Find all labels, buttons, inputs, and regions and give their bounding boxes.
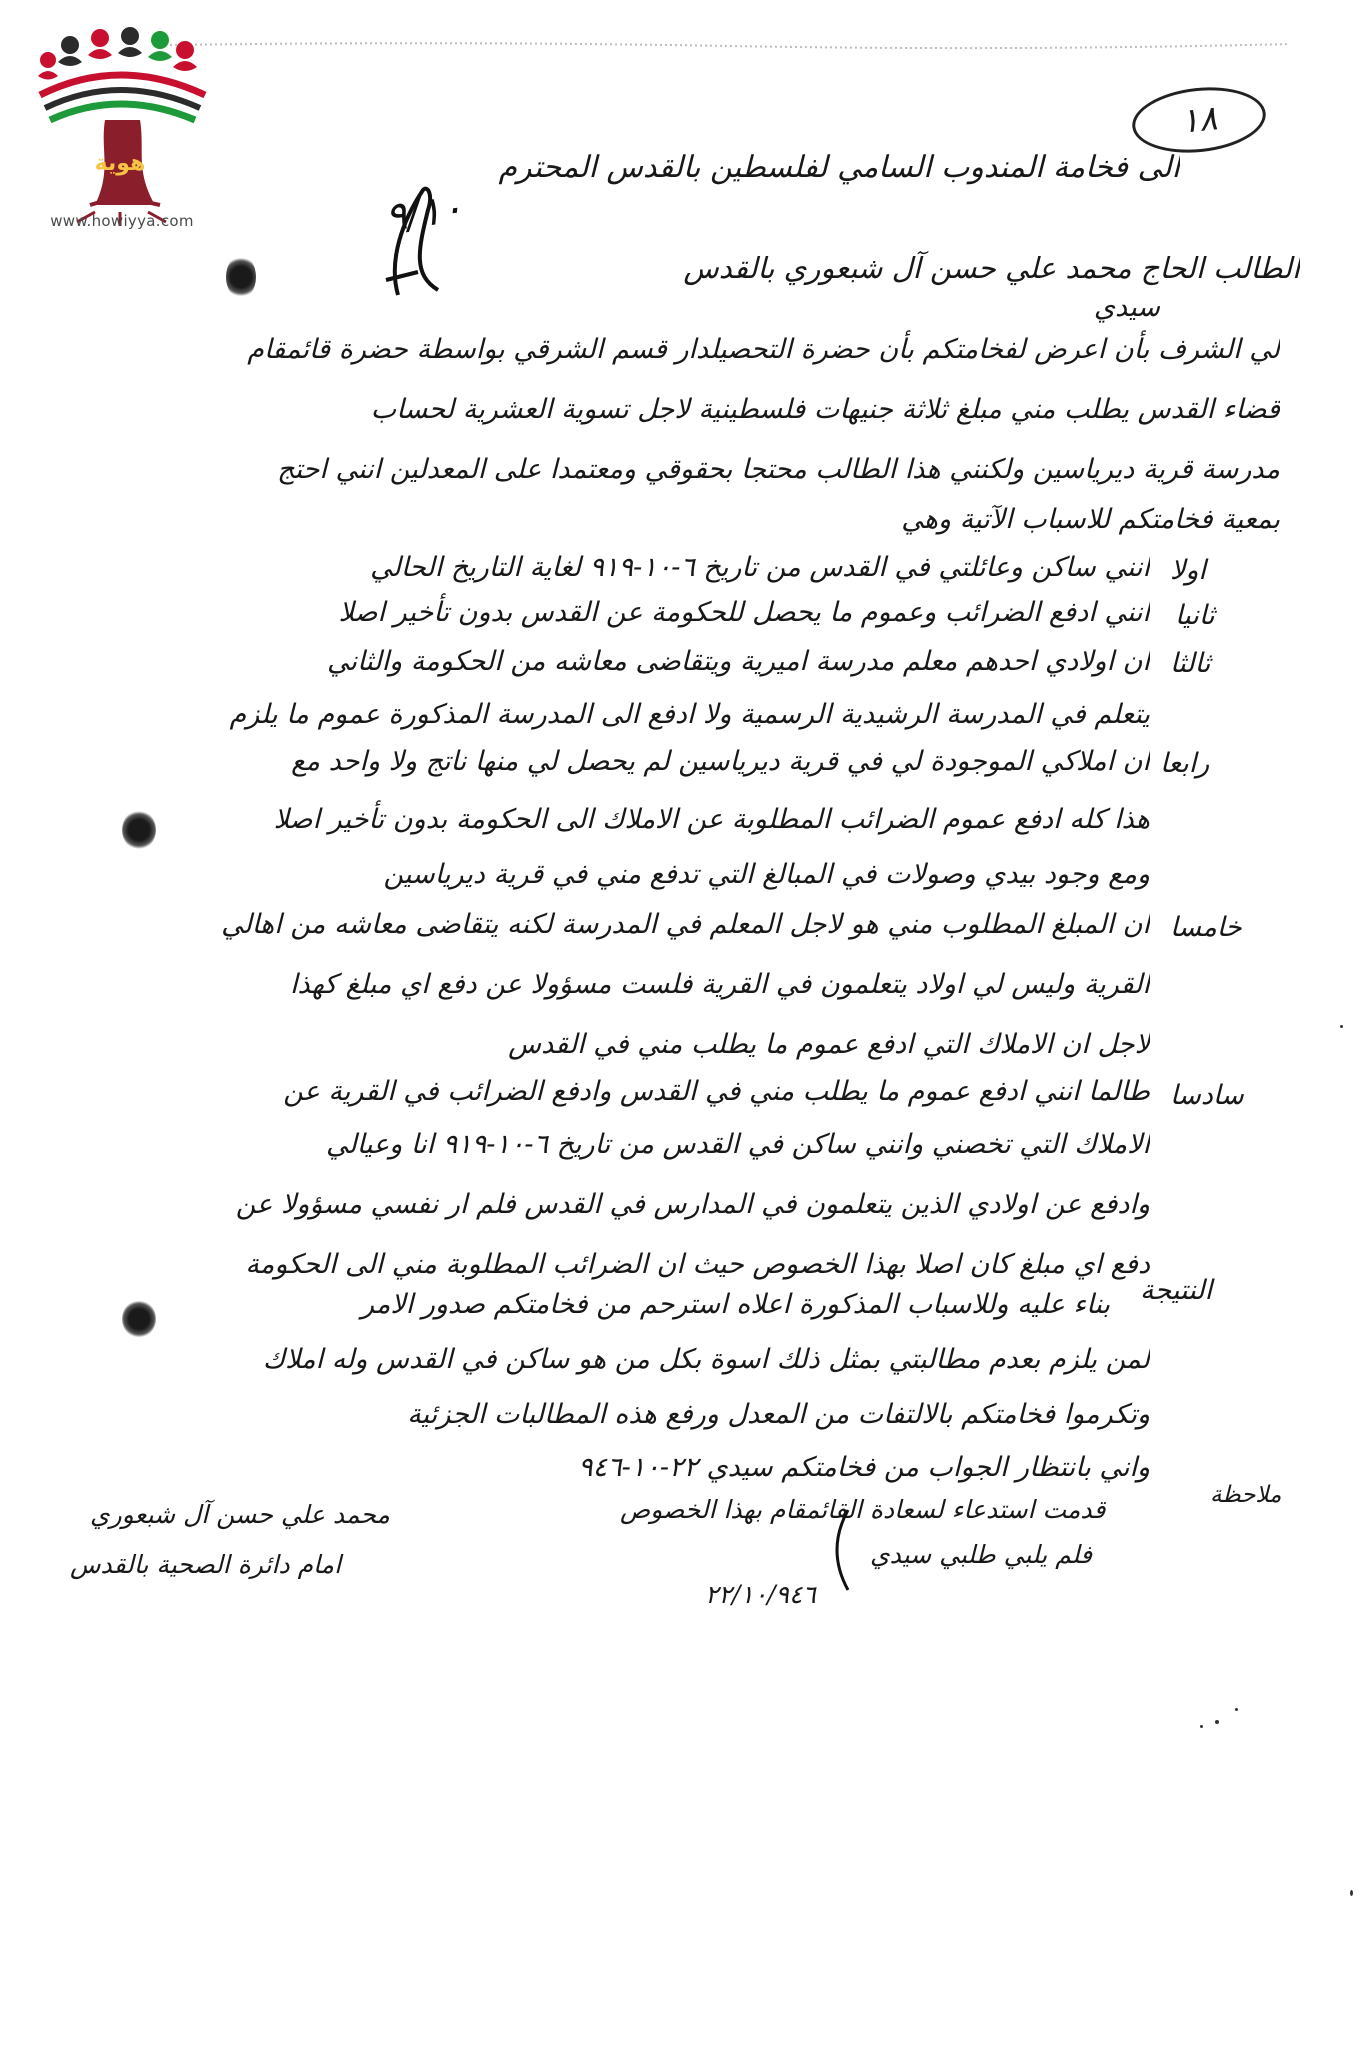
- note-line-2: فلم يلبي طلبي سيدي: [870, 1540, 1093, 1569]
- scan-edge-mark: [170, 40, 1290, 50]
- point-4-line-3: ومع وجود بيدي وصولات في المبالغ التي تدفع مني في قرية ديرياسين: [383, 859, 1150, 890]
- scan-speck: [1340, 1025, 1343, 1028]
- signature-name: محمد علي حسن آل شبعوري: [90, 1500, 390, 1529]
- ink-blot: [122, 810, 156, 850]
- scan-speck: [1200, 1725, 1203, 1728]
- intro-line-3: مدرسة قرية ديرياسين ولكنني هذا الطالب محتجا بحقوقي ومعتمدا على المعدلين انني احتج: [277, 454, 1280, 485]
- page-number: ١٨: [1129, 81, 1269, 159]
- point-ordinal-4: رابعا: [1160, 748, 1210, 779]
- point-6-line-4: دفع اي مبلغ كان اصلا بهذا الخصوص حيث ان الضرائب المطلوبة مني الى الحكومة: [245, 1249, 1150, 1280]
- point-6-line-3: وادفع عن اولادي الذين يتعلمون في المدارس في القدس فلم ار نفسي مسؤولا عن: [235, 1189, 1150, 1220]
- point-ordinal-6: سادسا: [1170, 1080, 1244, 1111]
- note-label: ملاحظة: [1210, 1482, 1282, 1508]
- scan-speck: [1215, 1720, 1219, 1724]
- petitioner-line: الطالب الحاج محمد علي حسن آل شبعوري بالقدس: [683, 251, 1300, 285]
- point-3-line-2: يتعلم في المدرسة الرشيدية الرسمية ولا ادفع الى المدرسة المذكورة عموم ما يلزم: [229, 699, 1150, 730]
- conclusion-line-1: بناء عليه وللاسباب المذكورة اعلاه استرحم من فخامتكم صدور الامر: [361, 1289, 1110, 1320]
- conclusion-line-4: واني بانتظار الجواب من فخامتكم سيدي ٢٢-١٠-٩٤٦: [578, 1452, 1150, 1483]
- stamp-number: ٩/١٠: [382, 184, 466, 242]
- logo-url-text: www.howiyya.com: [50, 212, 194, 230]
- point-2-line-1: انني ادفع الضرائب وعموم ما يحصل للحكومة عن القدس بدون تأخير اصلا: [338, 597, 1150, 628]
- scan-speck: [1235, 1708, 1238, 1711]
- point-5-line-3: لاجل ان الاملاك التي ادفع عموم ما يطلب مني في القدس: [508, 1029, 1150, 1060]
- point-6-line-1: طالما انني ادفع عموم ما يطلب مني في القدس وادفع الضرائب في القرية عن: [283, 1076, 1150, 1107]
- point-1-line-1: انني ساكن وعائلتي في القدس من تاريخ ٦-١٠-٩١٩ لغاية التاريخ الحالي: [370, 552, 1150, 583]
- point-5-line-2: القرية وليس لي اولاد يتعلمون في القرية فلست مسؤولا عن دفع اي مبلغ كهذا: [290, 969, 1150, 1000]
- signature-address: امام دائرة الصحية بالقدس: [70, 1550, 342, 1579]
- howiyya-logo: [20, 20, 220, 240]
- note-line-1: قدمت استدعاء لسعادة القائمقام بهذا الخصوص: [620, 1495, 1106, 1524]
- point-4-line-2: هذا كله ادفع عموم الضرائب المطلوبة عن الاملاك الى الحكومة بدون تأخير اصلا: [273, 804, 1150, 835]
- point-5-line-1: ان المبلغ المطلوب مني هو لاجل المعلم في المدرسة لكنه يتقاضى معاشه من اهالي: [221, 909, 1150, 940]
- conclusion-line-3: وتكرموا فخامتكم بالالتفات من المعدل ورفع هذه المطالبات الجزئية: [407, 1399, 1150, 1430]
- point-4-line-1: ان املاكي الموجودة لي في قرية ديرياسين لم يحصل لي منها ناتج ولا واحد مع: [291, 746, 1150, 777]
- conclusion-line-2: لمن يلزم بعدم مطالبتي بمثل ذلك اسوة بكل من هو ساكن في القدس وله املاك: [262, 1344, 1150, 1375]
- intro-line-2: قضاء القدس يطلب مني مبلغ ثلاثة جنيهات فلسطينية لاجل تسوية العشرية لحساب: [370, 394, 1280, 425]
- point-6-line-2: الاملاك التي تخصني وانني ساكن في القدس من تاريخ ٦-١٠-٩١٩ انا وعيالي: [326, 1129, 1150, 1160]
- salutation: سيدي: [1093, 292, 1160, 323]
- ink-blot: [122, 1300, 156, 1338]
- intro-line-4: بمعية فخامتكم للاسباب الآتية وهي: [901, 504, 1280, 535]
- ink-blot: [226, 255, 256, 299]
- point-ordinal-3: ثالثا: [1170, 648, 1211, 679]
- point-ordinal-2: ثانيا: [1175, 600, 1215, 631]
- scan-speck: [1350, 1890, 1353, 1896]
- letter-heading: الى فخامة المندوب السامي لفلسطين بالقدس المحترم: [498, 150, 1180, 185]
- point-ordinal-1: اولا: [1170, 555, 1206, 586]
- point-3-line-1: ان اولادي احدهم معلم مدرسة اميرية ويتقاضى معاشه من الحكومة والثاني: [327, 646, 1150, 677]
- note-date: ٢٢/١٠/٩٤٦: [705, 1580, 816, 1609]
- point-ordinal-5: خامسا: [1170, 912, 1242, 943]
- intro-line-1: لي الشرف بأن اعرض لفخامتكم بأن حضرة التحصيلدار قسم الشرقي بواسطة حضرة قائمقام: [247, 334, 1280, 365]
- conclusion-label: النتيجة: [1140, 1275, 1213, 1306]
- note-bracket-mark: [818, 1505, 858, 1595]
- logo-arabic-mark: هوية: [94, 151, 146, 176]
